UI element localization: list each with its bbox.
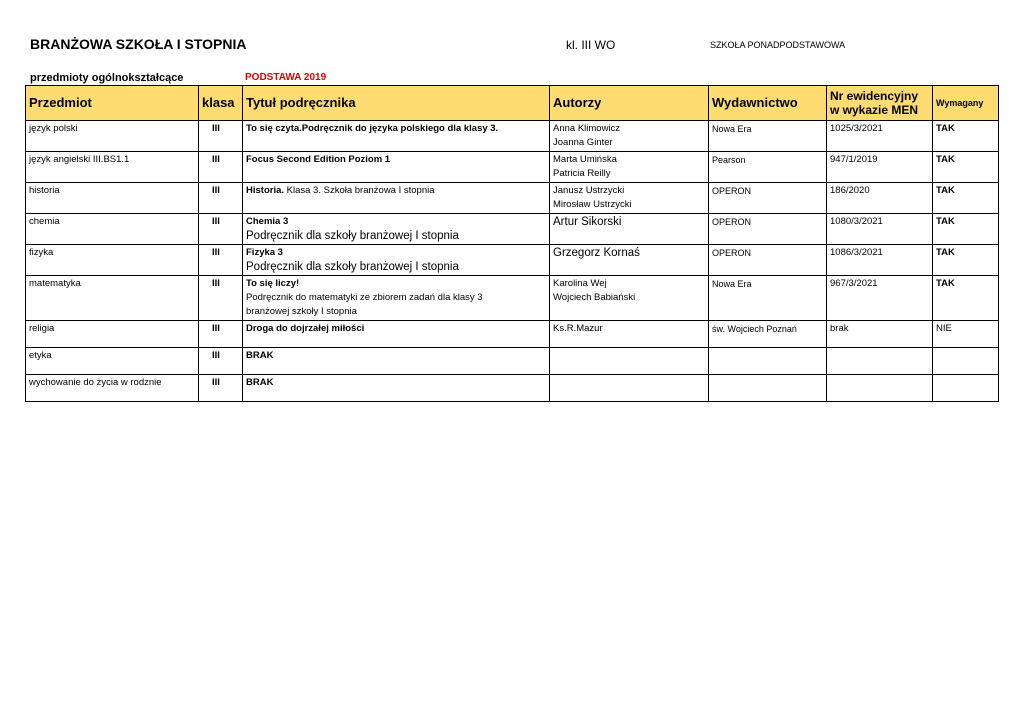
- cell-required: TAK: [933, 245, 999, 276]
- table-row: [26, 121, 999, 152]
- cell-subject: język polski: [26, 121, 199, 152]
- column-header-class: klasa: [199, 86, 243, 121]
- cell-title: [243, 276, 550, 321]
- column-header-authors: Autorzy: [550, 86, 709, 121]
- cell-registration-number: 1025/3/2021: [827, 121, 933, 152]
- cell-title: Droga do dojrzałej miłości: [243, 321, 550, 348]
- section-label: przedmioty ogólnokształcące: [30, 72, 184, 84]
- author-name: Janusz Ustrzycki: [553, 185, 625, 196]
- table-row: [26, 214, 999, 245]
- cell-class: III: [199, 152, 243, 183]
- cell-class: III: [199, 348, 243, 375]
- cell-publisher: [709, 375, 827, 402]
- author-name: Ks.R.Mazur: [553, 323, 603, 334]
- cell-subject: fizyka: [26, 245, 199, 276]
- author-name: Artur Sikorski: [553, 216, 622, 228]
- author-name: Wojciech Babiański: [553, 292, 636, 303]
- title-rest: Podręcznik dla szkoły branżowej I stopnia: [246, 261, 459, 273]
- author-name: Anna Klimowicz: [553, 123, 621, 134]
- cell-required: TAK: [933, 152, 999, 183]
- cell-required: [933, 375, 999, 402]
- cell-registration-number: 947/1/2019: [827, 152, 933, 183]
- cell-registration-number: [827, 348, 933, 375]
- cell-required: TAK: [933, 214, 999, 245]
- cell-class: III: [199, 321, 243, 348]
- cell-class: III: [199, 276, 243, 321]
- title-rest: Klasa 3. Szkoła branżowa I stopnia: [284, 185, 435, 196]
- column-header-registration-number: [827, 86, 933, 121]
- author-name: Patricia Reilly: [553, 168, 611, 179]
- cell-publisher: św. Wojciech Poznań: [709, 321, 827, 348]
- cell-title: BRAK: [243, 348, 550, 375]
- cell-publisher: [709, 348, 827, 375]
- cell-authors: [550, 152, 709, 183]
- column-header-publisher: Wydawnictwo: [709, 86, 827, 121]
- author-name: Mirosław Ustrzycki: [553, 199, 632, 210]
- document-title: BRANŻOWA SZKOŁA I STOPNIA: [30, 36, 247, 52]
- cell-required: TAK: [933, 121, 999, 152]
- table-row: [26, 183, 999, 214]
- cell-class: III: [199, 214, 243, 245]
- cell-registration-number: 1080/3/2021: [827, 214, 933, 245]
- cell-subject: chemia: [26, 214, 199, 245]
- author-name: Grzegorz Kornaś: [553, 247, 640, 259]
- cell-title: To się czyta.Podręcznik do języka polskiego dla klasy 3.: [243, 121, 550, 152]
- cell-registration-number: 186/2020: [827, 183, 933, 214]
- author-name: Karolina Wej: [553, 278, 607, 289]
- cell-registration-number: brak: [827, 321, 933, 348]
- textbook-table: [25, 85, 999, 402]
- cell-subject: religia: [26, 321, 199, 348]
- title-bold: Chemia 3: [246, 216, 289, 227]
- cell-subject: wychowanie do życia w rodznie: [26, 375, 199, 402]
- cell-title: [243, 245, 550, 276]
- cell-publisher: Pearson: [709, 152, 827, 183]
- cell-registration-number: 967/3/2021: [827, 276, 933, 321]
- cell-title: BRAK: [243, 375, 550, 402]
- cell-authors: [550, 276, 709, 321]
- title-rest: Podręcznik do matematyki ze zbiorem zadań dla klasy 3: [246, 292, 483, 303]
- curriculum-basis-label: PODSTAWA 2019: [245, 72, 327, 83]
- table-row: [26, 152, 999, 183]
- cell-authors: [550, 245, 709, 276]
- cell-authors: [550, 375, 709, 402]
- cell-title: Focus Second Edition Poziom 1: [243, 152, 550, 183]
- cell-authors: [550, 321, 709, 348]
- cell-required: TAK: [933, 183, 999, 214]
- title-rest: branżowej szkoły I stopnia: [246, 306, 357, 317]
- cell-publisher: OPERON: [709, 245, 827, 276]
- table-row: [26, 321, 999, 348]
- cell-required: TAK: [933, 276, 999, 321]
- author-name: Joanna Ginter: [553, 137, 613, 148]
- cell-required: NIE: [933, 321, 999, 348]
- cell-publisher: Nowa Era: [709, 121, 827, 152]
- table-header-row: [26, 86, 999, 121]
- cell-title: [243, 214, 550, 245]
- cell-class: III: [199, 121, 243, 152]
- class-label: kl. III WO: [566, 38, 616, 52]
- column-header-title: Tytuł podręcznika: [243, 86, 550, 121]
- cell-registration-number: [827, 375, 933, 402]
- cell-authors: [550, 121, 709, 152]
- cell-subject: etyka: [26, 348, 199, 375]
- cell-authors: [550, 214, 709, 245]
- cell-publisher: OPERON: [709, 214, 827, 245]
- column-header-number-line1: Nr ewidencyjny: [830, 89, 919, 103]
- table-row: [26, 245, 999, 276]
- title-bold: Historia.: [246, 185, 285, 196]
- title-bold: To się liczy!: [246, 278, 300, 289]
- title-bold: Fizyka 3: [246, 247, 283, 258]
- column-header-required: Wymagany: [933, 86, 999, 121]
- cell-subject: historia: [26, 183, 199, 214]
- table-row: [26, 375, 999, 402]
- cell-class: III: [199, 183, 243, 214]
- table-row: [26, 276, 999, 321]
- column-header-subject: Przedmiot: [26, 86, 199, 121]
- cell-required: [933, 348, 999, 375]
- column-header-number-line2: w wykazie MEN: [830, 103, 919, 117]
- title-rest: Podręcznik dla szkoły branżowej I stopnia: [246, 230, 459, 242]
- cell-publisher: Nowa Era: [709, 276, 827, 321]
- cell-authors: [550, 348, 709, 375]
- school-type-label: SZKOŁA PONADPODSTAWOWA: [710, 40, 846, 50]
- cell-subject: język angielski III.BS1.1: [26, 152, 199, 183]
- author-name: Marta Umińska: [553, 154, 617, 165]
- table-row: [26, 348, 999, 375]
- cell-class: III: [199, 245, 243, 276]
- cell-title: [243, 183, 550, 214]
- cell-subject: matematyka: [26, 276, 199, 321]
- cell-authors: [550, 183, 709, 214]
- cell-class: III: [199, 375, 243, 402]
- cell-registration-number: 1086/3/2021: [827, 245, 933, 276]
- cell-publisher: OPERON: [709, 183, 827, 214]
